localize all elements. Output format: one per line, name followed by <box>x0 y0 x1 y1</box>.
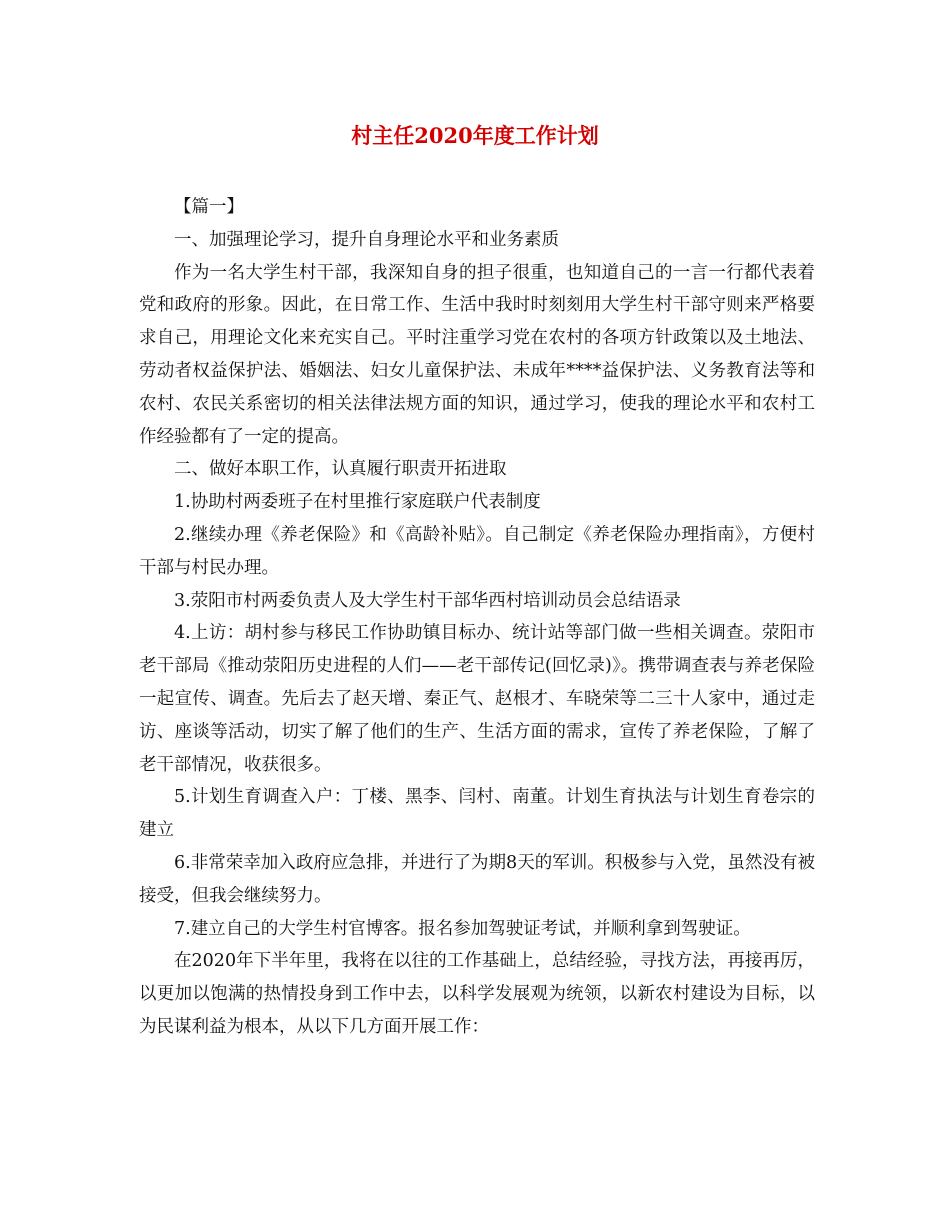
paragraph: 作为一名大学生村干部，我深知自身的担子很重，也知道自己的一言一行都代表着党和政府的形象。因此，在日常工作、生活中我时时刻刻用大学生村干部守则来严格要求自己，用理论文化来充实自己。平时注重学习党在农村的各项方针政策以及土地法、劳动者权益保护法、婚姻法、妇女儿童保护法、未成年****益保护法、义务教育法等和农村、农民关系密切的相关法律法规方面的知识，通过学习，使我的理论水平和农村工作经验都有了一定的提高。 <box>139 262 815 447</box>
list-item: 1.协助村两委班子在村里推行家庭联户代表制度 <box>174 492 541 513</box>
list-item: 3.荥阳市村两委负责人及大学生村干部华西村培训动员会总结语录 <box>174 590 681 611</box>
list-item: 7.建立自己的大学生村官博客。报名参加驾驶证考试，并顺利拿到驾驶证。 <box>174 918 751 939</box>
paragraph: 在2020年下半年里，我将在以往的工作基础上，总结经验，寻找方法，再接再厉，以更加以饱满的热情投身到工作中去，以科学发展观为统领，以新农村建设为目标，以为民谋利益为根本，从以下几方面开展工作： <box>139 951 815 1037</box>
list-item: 6.非常荣幸加入政府应急排，并进行了为期8天的军训。积极参与入党，虽然没有被接受，但我会继续努力。 <box>139 852 815 906</box>
document-body <box>139 191 815 1044</box>
list-item: 5.计划生育调查入户：丁楼、黑李、闫村、南董。计划生育执法与计划生育卷宗的建立 <box>139 787 815 841</box>
document-title: 村主任2020年度工作计划 <box>351 123 599 148</box>
section-tag: 【篇一】 <box>174 197 244 217</box>
heading-1: 一、加强理论学习，提升自身理论水平和业务素质 <box>174 229 559 250</box>
list-item: 2.继续办理《养老保险》和《高龄补贴》。自己制定《养老保险办理指南》，方便村干部与村民办理。 <box>139 524 815 578</box>
heading-2: 二、做好本职工作，认真履行职责开拓进取 <box>174 459 507 480</box>
list-item: 4.上访：胡村参与移民工作协助镇目标办、统计站等部门做一些相关调查。荥阳市老干部局《推动荥阳历史进程的人们——老干部传记(回忆录)》。携带调查表与养老保险一起宣传、调查。先后去了赵天增、秦正气、赵根才、车晓荣等二三十人家中，通过走访、座谈等活动，切实了解了他们的生产、生活方面的需求，宣传了养老保险，了解了老干部情况，收获很多。 <box>139 623 815 775</box>
